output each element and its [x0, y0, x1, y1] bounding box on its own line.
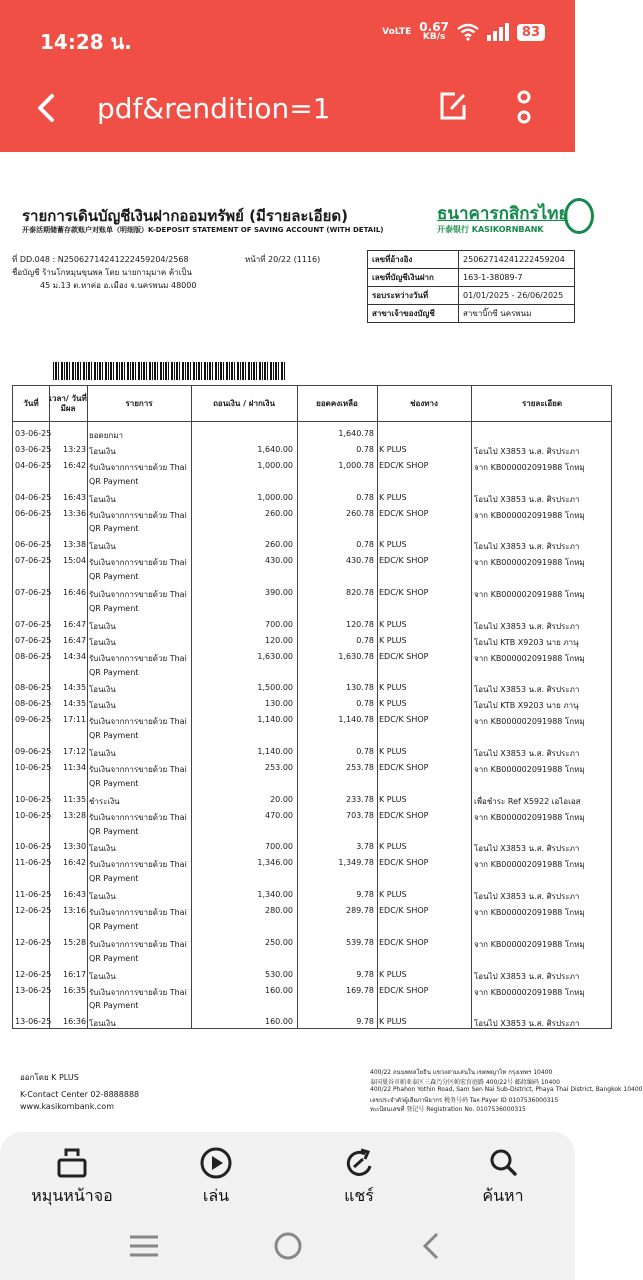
cell-description: รับเงินจากการขายด้วย Thai	[89, 717, 187, 727]
cell-description: QR Payment	[89, 1001, 139, 1011]
cell-date: 04-06-25	[15, 460, 52, 470]
cell-time: 14:35	[63, 699, 87, 709]
bank-logo-icon	[564, 198, 594, 234]
table-row	[13, 839, 613, 855]
cell-date: 06-06-25	[15, 508, 52, 518]
cell-description: โอนเงิน	[89, 1019, 116, 1029]
cell-channel: K PLUS	[379, 794, 407, 804]
cell-description: รับเงินจากการขายด้วย Thai	[89, 590, 187, 599]
cell-channel: K PLUS	[379, 1017, 407, 1027]
cell-time: 16:43	[63, 492, 87, 502]
cell-date: 03-06-25	[15, 429, 52, 438]
cell-date: 10-06-25	[15, 794, 52, 804]
cell-channel: K PLUS	[379, 842, 407, 852]
rotate-screen-button[interactable]	[22, 1132, 122, 1212]
play-label: เล่น	[202, 1186, 230, 1205]
cell-description: รับเงินจากการขายด้วย Thai	[89, 653, 187, 663]
cell-amount: 280.00	[265, 906, 293, 915]
transaction-table	[12, 385, 612, 1029]
recent-apps-icon[interactable]	[128, 1232, 160, 1260]
cell-channel: EDC/K SHOP	[379, 651, 429, 661]
play-icon	[199, 1146, 233, 1180]
cell-detail: จาก KB000002091988 โกหมุ	[474, 860, 585, 870]
info-label: เลขที่อ้างอิง	[368, 251, 459, 269]
cell-detail: โอนไป X3853 น.ส. ศิรประภา	[474, 749, 580, 758]
cell-amount: 1,340.00	[257, 890, 293, 900]
cell-time: 16:46	[63, 588, 87, 597]
table-row	[13, 744, 613, 760]
cell-date: 06-06-25	[15, 540, 52, 550]
cell-amount: 260.00	[265, 508, 293, 518]
cell-detail: โอนไป X3853 น.ส. ศิรประภา	[474, 685, 580, 695]
edit-icon[interactable]	[438, 90, 468, 122]
cell-detail: จาก KB000002091988 โกหมุ	[474, 812, 585, 822]
cell-date: 09-06-25	[15, 715, 52, 725]
cell-channel: EDC/K SHOP	[379, 762, 429, 772]
cell-description: QR Payment	[89, 524, 139, 534]
cell-channel: EDC/K SHOP	[379, 588, 429, 597]
bank-address-th: 400/22 ถนนพหลโยธิน แขวงสามเสนใน เขตพญาไท กรุงเทพฯ 10400	[370, 1069, 553, 1076]
table-row	[13, 506, 613, 522]
table-row	[13, 712, 613, 728]
cell-amount: 1,500.00	[257, 683, 293, 693]
play-button[interactable]	[166, 1132, 266, 1212]
cell-detail: โอนไป X3853 น.ส. ศิรประภา	[474, 971, 580, 981]
cell-channel: K PLUS	[379, 635, 407, 645]
cell-time: 13:28	[63, 810, 87, 820]
cell-detail: โอนไป X3853 น.ส. ศิรประภา	[474, 621, 580, 631]
page-title: pdf&rendition=1	[97, 92, 331, 125]
header-date: วันที่	[23, 399, 39, 408]
cell-channel: EDC/K SHOP	[379, 460, 429, 470]
cell-description: รับเงินจากการขายด้วย Thai	[89, 987, 187, 997]
table-row	[13, 824, 613, 840]
cell-date: 07-06-25	[15, 556, 52, 566]
cell-date: 08-06-25	[15, 683, 52, 693]
status-bar	[0, 0, 575, 68]
cell-description: รับเงินจากการขายด้วย Thai	[89, 510, 187, 520]
cell-channel: EDC/K SHOP	[379, 556, 429, 566]
cell-amount: 250.00	[265, 937, 293, 947]
table-row	[13, 490, 613, 506]
cell-detail: โอนไป X3853 น.ส. ศิรประภา	[474, 542, 580, 552]
info-value: 163-1-38089-7	[459, 269, 575, 287]
cell-description: QR Payment	[89, 778, 139, 788]
cell-detail: โอนไป KTB X9203 นาย ภานุ	[474, 701, 579, 711]
cell-time: 13:16	[63, 906, 87, 915]
cell-time: 17:11	[63, 715, 87, 725]
cell-amount: 1,140.00	[257, 747, 293, 756]
bank-name: ธนาคารกสิกรไทย	[437, 204, 569, 224]
cell-channel: EDC/K SHOP	[379, 937, 429, 947]
cell-date: 07-06-25	[15, 619, 52, 629]
info-label: รอบระหว่างวันที่	[368, 287, 459, 305]
cell-description: QR Payment	[89, 572, 139, 582]
more-vertical-icon[interactable]	[512, 90, 536, 126]
cell-amount: 470.00	[265, 810, 293, 820]
info-value: 250627142412224592​04	[459, 251, 575, 269]
cell-balance: 430.78	[346, 556, 374, 566]
cell-detail: จาก KB000002091988 โกหมุ	[474, 462, 585, 472]
cell-balance: 539.78	[346, 937, 374, 947]
cell-amount: 1,630.00	[257, 651, 293, 661]
cell-balance: 703.78	[346, 810, 374, 820]
cell-description: โอนเงิน	[89, 685, 116, 695]
network-speed: 0.67 KB/s	[419, 20, 449, 42]
table-row	[13, 855, 613, 871]
back-arrow-icon[interactable]	[28, 86, 68, 130]
cell-balance: 0.78	[356, 699, 374, 709]
cell-description: โอนเงิน	[89, 971, 116, 981]
cell-amount: 160.00	[265, 1017, 293, 1027]
cell-time: 15:28	[63, 937, 87, 947]
reference-line: ที่ DD.048 : N2506271424122245920​4/2568	[12, 255, 189, 264]
cell-description: โอนเงิน	[89, 701, 116, 711]
cell-detail: จาก KB000002091988 โกหมุ	[474, 558, 585, 568]
cell-time: 16:42	[63, 460, 87, 470]
cell-detail: จาก KB000002091988 โกหมุ	[474, 590, 585, 599]
info-value: 01/01/2025 - 26/06/2025	[459, 287, 575, 305]
cell-amount: 120.00	[265, 635, 293, 645]
statement-subtitle: 开泰活期储蓄存款账户对账单（明细版）K-DEPOSIT STATEMENT OF SAVING ACCOUNT (WITH DETAIL)	[22, 226, 384, 234]
status-indicators	[382, 22, 545, 42]
cell-detail: จาก KB000002091988 โกหมุ	[474, 717, 585, 727]
cell-description: โอนเงิน	[89, 446, 116, 456]
account-name-line: ชื่อบัญชี ร้านโกหมุนขุนพล โดย นายกามุมาค ค้าเป็น	[12, 268, 192, 277]
info-value: สาขาบิ๊กซี นครพนม	[459, 305, 575, 323]
contact-center: K-Contact Center 02-8888888	[20, 1090, 140, 1099]
cell-description: QR Payment	[89, 603, 139, 613]
cell-balance: 1,000.78	[338, 460, 374, 470]
cell-time: 13:36	[63, 508, 87, 518]
cell-channel: EDC/K SHOP	[379, 810, 429, 820]
cell-description: QR Payment	[89, 953, 139, 963]
cell-description: โอนเงิน	[89, 892, 116, 902]
cell-description: โอนเงิน	[89, 542, 116, 552]
table-row	[13, 680, 613, 696]
website: www.kasikornbank.com	[20, 1102, 114, 1111]
cell-detail: จาก KB000002091988 โกหมุ	[474, 653, 585, 663]
cell-channel: EDC/K SHOP	[379, 985, 429, 995]
cell-balance: 9.78	[356, 1017, 374, 1027]
cell-detail: จาก KB000002091988 โกหมุ	[474, 908, 585, 917]
table-row	[13, 649, 613, 665]
cell-detail: จาก KB000002091988 โกหมุ	[474, 987, 585, 997]
cell-date: 13-06-25	[15, 1017, 52, 1027]
cell-description: รับเงินจากการขายด้วย Thai	[89, 939, 187, 949]
cell-time: 16:47	[63, 635, 87, 645]
table-row	[13, 728, 613, 744]
cell-time: 11:35	[63, 794, 87, 804]
address-line: 45 ม.13 ต.หาค่อ อ.เมือง จ.นครพนม 48000	[40, 281, 197, 290]
info-row	[368, 305, 575, 323]
header-time: เวลา/ วันที่มีผล	[49, 394, 87, 413]
cell-balance: 0.78	[356, 444, 374, 454]
cell-amount: 430.00	[265, 556, 293, 566]
cell-time: 11:34	[63, 762, 87, 772]
table-row	[13, 983, 613, 999]
cell-detail: เพื่อชำระ Ref X5922 เอไอเอส	[474, 796, 581, 806]
cell-amount: 1,140.00	[257, 715, 293, 725]
cell-detail: จาก KB000002091988 โกหมุ	[474, 764, 585, 774]
cell-description: รับเงินจากการขายด้วย Thai	[89, 812, 187, 822]
table-row	[13, 967, 613, 983]
cell-description: รับเงินจากการขายด้วย Thai	[89, 462, 187, 472]
cell-balance: 9.78	[356, 969, 374, 979]
cell-channel: EDC/K SHOP	[379, 858, 429, 868]
cell-date: 07-06-25	[15, 588, 52, 597]
statement-title: รายการเดินบัญชีเงินฝากออมทรัพย์ (มีรายละเอียด)	[22, 207, 348, 225]
cell-date: 09-06-25	[15, 747, 52, 756]
table-row	[13, 696, 613, 712]
cell-date: 08-06-25	[15, 651, 52, 661]
cell-amount: 1,640.00	[257, 444, 293, 454]
pdf-document[interactable]	[0, 152, 643, 1132]
cell-balance: 0.78	[356, 540, 374, 550]
cell-detail: โอนไป X3853 น.ส. ศิรประภา	[474, 494, 580, 504]
cell-date: 12-06-25	[15, 969, 52, 979]
cell-date: 08-06-25	[15, 699, 52, 709]
barcode	[53, 362, 285, 380]
cell-time: 15:04	[63, 556, 87, 566]
cell-description: QR Payment	[89, 874, 139, 884]
cell-detail: โอนไป X3853 น.ส. ศิรประภา	[474, 892, 580, 902]
cell-time: 16:36	[63, 1017, 87, 1027]
cell-description: QR Payment	[89, 731, 139, 741]
rotate-screen-icon	[56, 1146, 88, 1180]
table-row	[13, 951, 613, 967]
cell-date: 10-06-25	[15, 810, 52, 820]
table-row	[13, 601, 613, 617]
cell-amount: 253.00	[265, 762, 293, 772]
cell-time: 16:42	[63, 858, 87, 868]
cell-balance: 1,640.78	[338, 429, 374, 438]
cell-balance: 169.78	[346, 985, 374, 995]
table-row	[13, 935, 613, 951]
cell-channel: EDC/K SHOP	[379, 715, 429, 725]
cell-date: 11-06-25	[15, 858, 52, 868]
cell-amount: 130.00	[265, 699, 293, 709]
bottom-toolbar	[0, 1132, 575, 1212]
table-row	[13, 521, 613, 537]
cell-description: รับเงินจากการขายด้วย Thai	[89, 558, 187, 568]
cell-balance: 1,630.78	[338, 651, 374, 661]
info-label: สาขาเจ้าของบัญชี	[368, 305, 459, 323]
share-label: แชร์	[344, 1186, 374, 1205]
cell-channel: K PLUS	[379, 747, 407, 756]
registration-no: ทะเบียนเลขที่ 登记号 Registration No. 0107536000315	[370, 1106, 526, 1113]
header-amount: ถอนเงิน / ฝากเงิน	[213, 399, 275, 408]
cell-time: 13:30	[63, 842, 87, 852]
cell-description: โอนเงิน	[89, 637, 116, 647]
cell-channel: K PLUS	[379, 683, 407, 693]
cell-date: 03-06-25	[15, 444, 52, 454]
search-icon	[488, 1146, 518, 1180]
search-label: ค้นหา	[482, 1186, 524, 1205]
table-row	[13, 665, 613, 681]
cell-description: ชำระเงิน	[89, 796, 120, 806]
app-header	[0, 0, 575, 152]
table-row	[13, 569, 613, 585]
cell-amount: 260.00	[265, 540, 293, 550]
info-row	[368, 287, 575, 305]
cell-balance: 0.78	[356, 492, 374, 502]
info-row	[368, 269, 575, 287]
cell-detail: จาก KB000002091988 โกหมุ	[474, 510, 585, 520]
cell-balance: 233.78	[346, 794, 374, 804]
cell-time: 14:34	[63, 651, 87, 661]
cell-date: 12-06-25	[15, 937, 52, 947]
signal-icon	[487, 23, 509, 41]
cell-channel: K PLUS	[379, 619, 407, 629]
cell-channel: K PLUS	[379, 699, 407, 709]
table-row	[13, 537, 613, 553]
cell-balance: 1,349.78	[338, 858, 374, 868]
bank-address-cn: 泰国曼谷市帕亚泰区三森乃分区帕宏育庭路 400/22号 邮政编码 10400	[370, 1079, 560, 1086]
cell-date: 13-06-25	[15, 985, 52, 995]
cell-detail: โอนไป X3853 น.ส. ศิรประภา	[474, 446, 580, 456]
cell-time: 13:23	[63, 444, 87, 454]
cell-amount: 1,000.00	[257, 460, 293, 470]
app-bar	[0, 68, 575, 152]
cell-description: โอนเงิน	[89, 749, 116, 758]
cell-amount: 390.00	[265, 588, 293, 597]
cell-balance: 9.78	[356, 890, 374, 900]
table-row	[13, 1014, 613, 1030]
cell-balance: 130.78	[346, 683, 374, 693]
table-row	[13, 776, 613, 792]
cell-description: โอนเงิน	[89, 844, 116, 854]
share-button[interactable]	[309, 1132, 409, 1212]
header-channel: ช่องทาง	[410, 399, 438, 408]
cell-channel: K PLUS	[379, 492, 407, 502]
table-row	[13, 887, 613, 903]
table-row	[13, 919, 613, 935]
cell-balance: 120.78	[346, 619, 374, 629]
cell-channel: K PLUS	[379, 890, 407, 900]
cell-channel: K PLUS	[379, 540, 407, 550]
header-description: รายการ	[125, 399, 153, 408]
cell-amount: 1,346.00	[257, 858, 293, 868]
cell-description: QR Payment	[89, 476, 139, 486]
table-row	[13, 792, 613, 808]
cell-amount: 160.00	[265, 985, 293, 995]
cell-date: 11-06-25	[15, 890, 52, 900]
cell-date: 12-06-25	[15, 906, 52, 915]
cell-balance: 260.78	[346, 508, 374, 518]
cell-time: 16:43	[63, 890, 87, 900]
cell-description: ยอดยกมา	[89, 431, 123, 440]
cell-balance: 3.78	[356, 842, 374, 852]
cell-detail: โอนไป X3853 น.ส. ศิรประภา	[474, 844, 580, 854]
cell-channel: EDC/K SHOP	[379, 906, 429, 915]
cell-balance: 0.78	[356, 635, 374, 645]
table-row	[13, 633, 613, 649]
table-row	[13, 585, 613, 601]
table-row	[13, 458, 613, 474]
cell-description: QR Payment	[89, 826, 139, 836]
cell-time: 14:35	[63, 683, 87, 693]
share-icon	[343, 1146, 375, 1180]
cell-date: 04-06-25	[15, 492, 52, 502]
cell-channel: K PLUS	[379, 444, 407, 454]
bank-address-en: 400/22 Phahon Yothin Road, Sam Sen Nai Sub-District, Phaya Thai District, Bangkok 10400	[370, 1086, 643, 1093]
cell-description: โอนเงิน	[89, 494, 116, 504]
cell-detail: โอนไป KTB X9203 นาย ภานุ	[474, 637, 579, 647]
battery-icon: 83	[517, 24, 545, 41]
cell-time: 16:17	[63, 969, 87, 979]
cell-balance: 253.78	[346, 762, 374, 772]
cell-description: รับเงินจากการขายด้วย Thai	[89, 908, 187, 917]
header-balance: ยอดคงเหลือ	[316, 399, 358, 408]
table-row	[13, 442, 613, 458]
status-time: 14:28 น.	[40, 30, 132, 54]
table-row	[13, 998, 613, 1014]
issued-by: ออกโดย K PLUS	[20, 1073, 79, 1082]
rotate-screen-label: หมุนหน้าจอ	[31, 1186, 113, 1205]
back-icon[interactable]	[420, 1231, 442, 1261]
cell-balance: 289.78	[346, 906, 374, 915]
table-row	[13, 474, 613, 490]
table-row	[13, 903, 613, 919]
cell-balance: 820.78	[346, 588, 374, 597]
cell-amount: 700.00	[265, 619, 293, 629]
volte-indicator: VoLTE	[382, 26, 412, 37]
info-row	[368, 251, 575, 269]
cell-balance: 0.78	[356, 747, 374, 756]
account-info-table	[367, 250, 575, 323]
tax-id: เลขประจำตัวผู้เสียภาษีอากร 税务号码 Tax Payer ID 0107536000315	[370, 1097, 559, 1104]
table-row	[13, 808, 613, 824]
table-row	[13, 426, 613, 442]
home-icon[interactable]	[273, 1231, 303, 1261]
cell-detail: โอนไป X3853 น.ส. ศิรประภา	[474, 1019, 580, 1029]
system-navigation-bar	[0, 1212, 575, 1280]
cell-time: 16:47	[63, 619, 87, 629]
cell-description: QR Payment	[89, 667, 139, 677]
cell-description: โอนเงิน	[89, 621, 116, 631]
cell-amount: 20.00	[270, 794, 293, 804]
cell-channel: EDC/K SHOP	[379, 508, 429, 518]
cell-time: 17:12	[63, 747, 87, 756]
table-row	[13, 760, 613, 776]
cell-description: รับเงินจากการขายด้วย Thai	[89, 764, 187, 774]
cell-balance: 1,140.78	[338, 715, 374, 725]
header-detail: รายละเอียด	[521, 399, 563, 408]
cell-date: 10-06-25	[15, 762, 52, 772]
cell-time: 16:35	[63, 985, 87, 995]
table-row	[13, 617, 613, 633]
cell-date: 07-06-25	[15, 635, 52, 645]
cell-amount: 530.00	[265, 969, 293, 979]
cell-date: 10-06-25	[15, 842, 52, 852]
page-number: หน้าที่ 20/22 (1116)	[245, 255, 321, 264]
cell-amount: 1,000.00	[257, 492, 293, 502]
cell-time: 13:38	[63, 540, 87, 550]
table-row	[13, 553, 613, 569]
bank-name-en: 开泰银行 KASIKORNBANK	[437, 225, 544, 234]
search-button[interactable]	[453, 1132, 553, 1212]
wifi-icon	[457, 23, 479, 41]
cell-description: รับเงินจากการขายด้วย Thai	[89, 860, 187, 870]
table-row	[13, 871, 613, 887]
info-label: เลขที่บัญชีเงินฝาก	[368, 269, 459, 287]
cell-description: QR Payment	[89, 921, 139, 931]
cell-channel: K PLUS	[379, 969, 407, 979]
cell-amount: 700.00	[265, 842, 293, 852]
cell-detail: จาก KB000002091988 โกหมุ	[474, 939, 585, 949]
